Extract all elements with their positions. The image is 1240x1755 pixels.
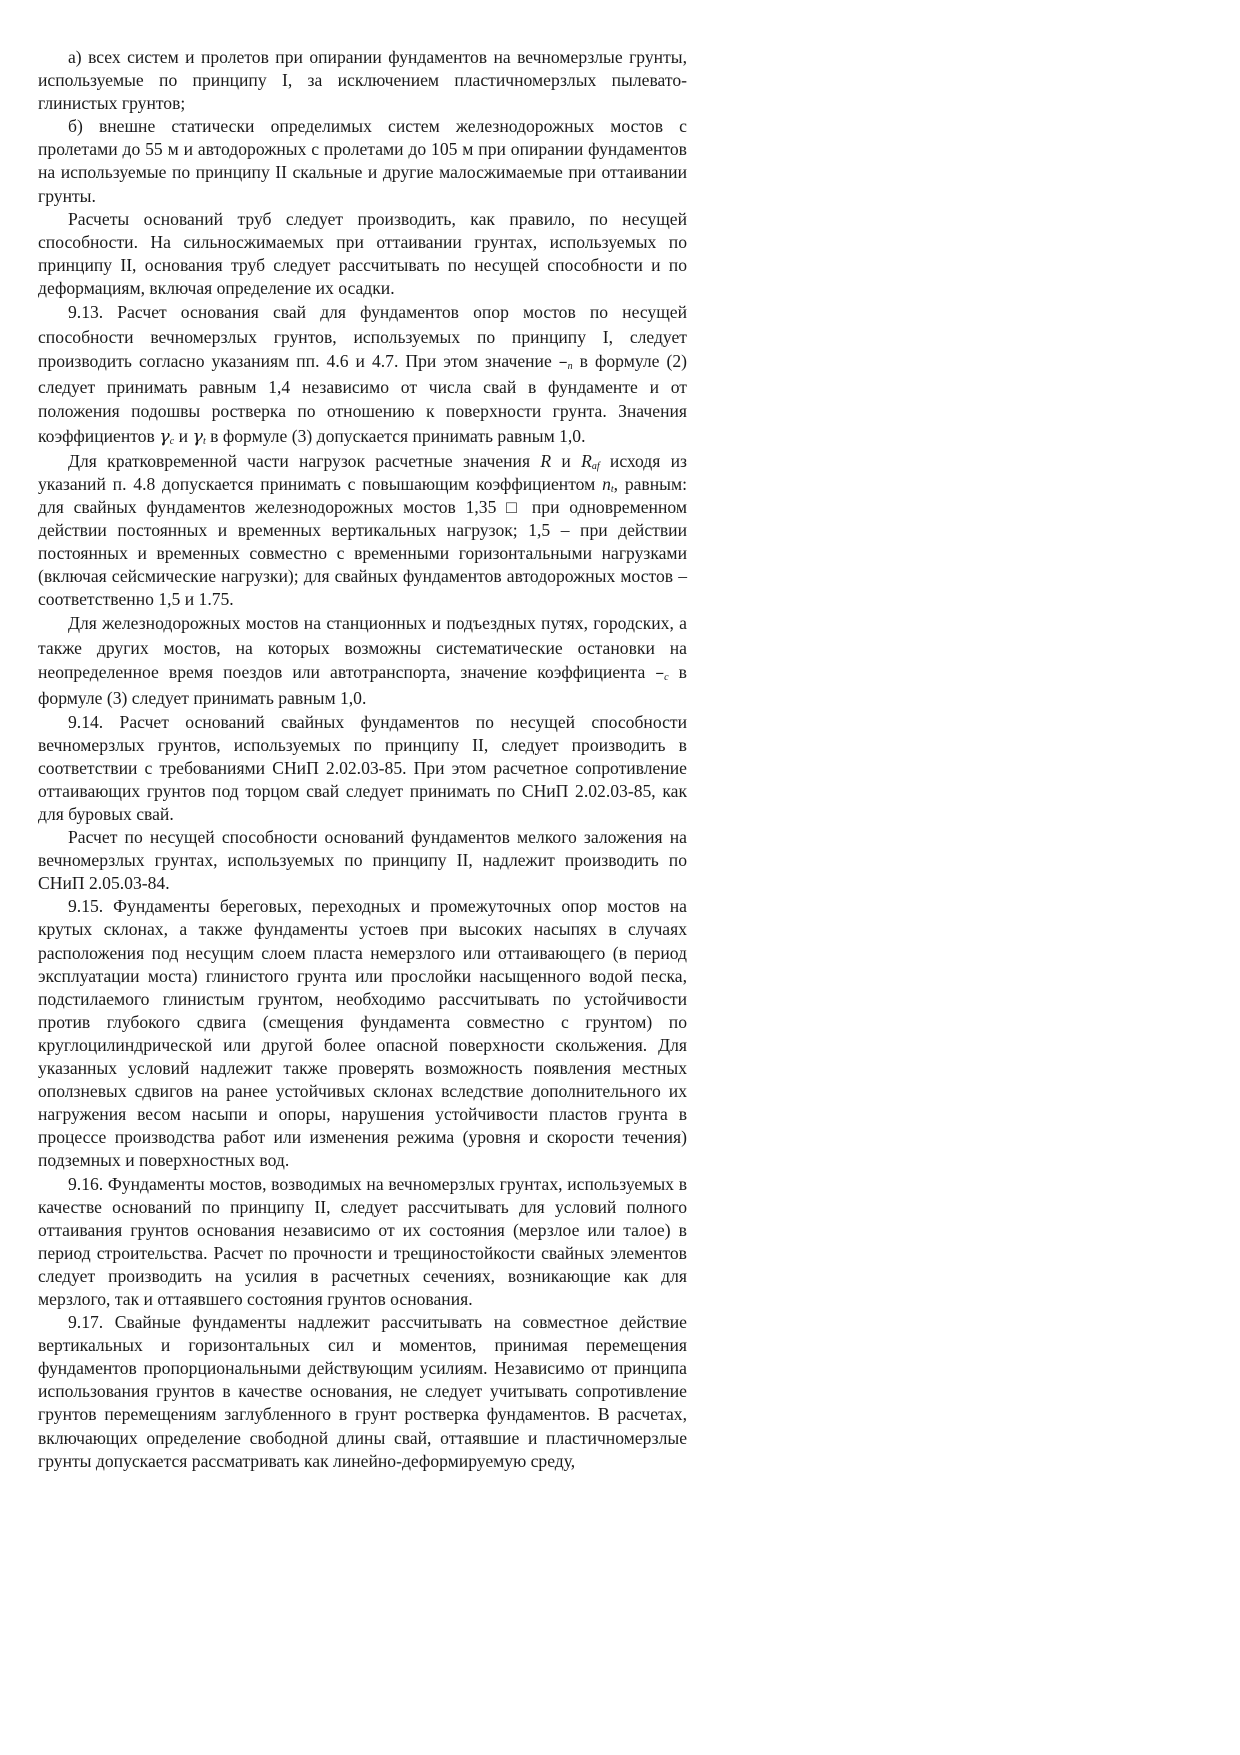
gamma-t-symbol: γ <box>192 427 203 447</box>
gamma-t-subscript: t <box>202 436 206 447</box>
raf-symbol: R <box>581 450 592 471</box>
paragraph-item-b: б) внешне статически определимых систем железнодорожных мостов с пролетами до 55 м и автодорожных с пролетами до 105 м при опирании фундаментов на используемые по принципу II скальные и другие малосжимаемые при оттаивании грунты. <box>38 116 687 206</box>
paragraph-9-16: 9.16. Фундаменты мостов, возводимых на вечномерзлых грунтах, используемых в качестве оснований по принципу II, следует рассчитывать для условий полного оттаивания грунтов основания независимо от их состояния (мерзлое или талое) в период строительства. Расчет по прочности и трещиностойкости свайных элементов следует производить на усилия в расчетных сечениях, возникающие как для мерзлого, так и оттаявшего состояния грунтов основания. <box>38 1173 687 1309</box>
document-page <box>38 46 687 1473</box>
paragraph-9-17: 9.17. Свайные фундаменты надлежит рассчитывать на совместное действие вертикальных и горизонтальных сил и моментов, принимая перемещения фундаментов пропорциональными действующим усилиям. Независимо от принципа использования грунтов в качестве основания, не следует учитывать сопротивление грунтов перемещениям заглубленного в грунт ростверка фундаментов. В расчетах, включающих определение свободной длины свай, оттаявшие и пластичномерзлые грунты допускается рассматривать как линейно-деформируемую среду, <box>38 1312 687 1471</box>
coefficient-symbol: – <box>558 352 568 373</box>
text-fragment: Для железнодорожных мостов на станционных и подъездных путях, городских, а также других мостов, на которых возможны систематические остановки на неопределенное время поездов или автотранспорта, значение коэффициента <box>38 613 687 683</box>
text-fragment: в формуле (3) следует принимать равным 1,0. <box>38 662 687 709</box>
paragraph-pipes: Расчеты оснований труб следует производить, как правило, по несущей способности. На сильносжимаемых при оттаивании грунтах, используемых по принципу II, основания труб следует рассчитывать по несущей способности и по деформациям, включая определение их осадки. <box>38 208 687 298</box>
r-symbol: R <box>540 450 552 471</box>
paragraph-shallow-foundations: Расчет по несущей способности оснований фундаментов мелкого заложения на вечномерзлых грунтах, используемых по принципу II, надлежит производить по СНиП 2.05.03-84. <box>38 827 687 894</box>
raf-subscript: af <box>591 460 600 472</box>
text-fragment: и <box>551 450 582 471</box>
paragraph-9-14: 9.14. Расчет оснований свайных фундаментов по несущей способности вечномерзлых грунтов, используемых по принципу II, следует производить в соответствии с требованиями СНиП 2.02.03-85. При этом расчетное сопротивление оттаивающих грунтов под торцом свай следует принимать по СНиП 2.02.03-85, как для буровых свай. <box>38 711 687 824</box>
text-fragment: , равным: для свайных фундаментов железнодорожных мостов 1,35 <box>38 473 687 517</box>
paragraph-9-15: 9.15. Фундаменты береговых, переходных и промежуточных опор мостов на крутых склонах, а также фундаменты устоев при высоких насыпях в случаях расположения под несущим слоем пласта немерзлого или оттаивающего (в период эксплуатации моста) глинистого грунта или прослойки насыщенного водой песка, подстилаемого глинистым грунтом, необходимо рассчитывать по устойчивости против глубокого сдвига (смещения фундамента совместно с грунтом) по круглоцилиндрической или другой более опасной поверхности скольжения. Для указанных условий надлежит также проверять возможность появления местных оползневых сдвигов на ранее устойчивых склонах вследствие дополнительного их нагружения весом насыпи и опоры, нарушения устойчивости пластов грунта в процессе производства работ или изменения режима (уровня и скорости течения) подземных и поверхностных вод. <box>38 896 687 1171</box>
text-fragment: при одновременном действии постоянных и временных вертикальных нагрузок; 1,5 – при действии постоянных и временных совместно с временными горизонтальными нагрузками (включая сейсмические нагрузки); для свайных фундаментов автодорожных мостов – соответственно 1,5 и 1.75. <box>38 496 687 610</box>
paragraph-railway-bridges <box>38 611 687 710</box>
paragraph-short-term-loads <box>38 450 687 612</box>
coefficient-symbol: – <box>655 663 665 684</box>
nt-subscript: t <box>610 483 614 495</box>
gamma-c-subscript: c <box>169 436 175 447</box>
nt-symbol: n <box>602 473 611 494</box>
coefficient-subscript: n <box>567 361 573 373</box>
missing-glyph-box: □ <box>506 496 523 517</box>
text-fragment: в формуле (2) следует принимать равным 1,4 независимо от числа свай в фундаменте и от положения подошвы ростверка по отношению к поверхности грунта. Значения коэффициентов <box>38 351 687 446</box>
text-fragment: исходя из указаний п. 4.8 допускается принимать с повышающим коэффициентом <box>38 450 687 494</box>
text-fragment: и <box>174 426 193 446</box>
coefficient-subscript: c <box>664 672 669 684</box>
text-fragment: Для кратковременной части нагрузок расчетные значения <box>68 450 541 471</box>
paragraph-item-a: а) всех систем и пролетов при опирании фундаментов на вечномерзлые грунты, используемые по принципу I, за исключением пластичномерзлых пылевато-глинистых грунтов; <box>38 47 687 114</box>
text-fragment: в формуле (3) допускается принимать равным 1,0. <box>205 426 586 446</box>
text-fragment: 9.13. Расчет основания свай для фундаментов опор мостов по несущей способности вечномерзлых грунтов, используемых по принципу I, следует производить согласно указаниям пп. 4.6 и 4.7. При этом значение <box>38 302 687 372</box>
gamma-c-symbol: γ <box>159 427 170 447</box>
paragraph-9-13 <box>38 300 687 450</box>
